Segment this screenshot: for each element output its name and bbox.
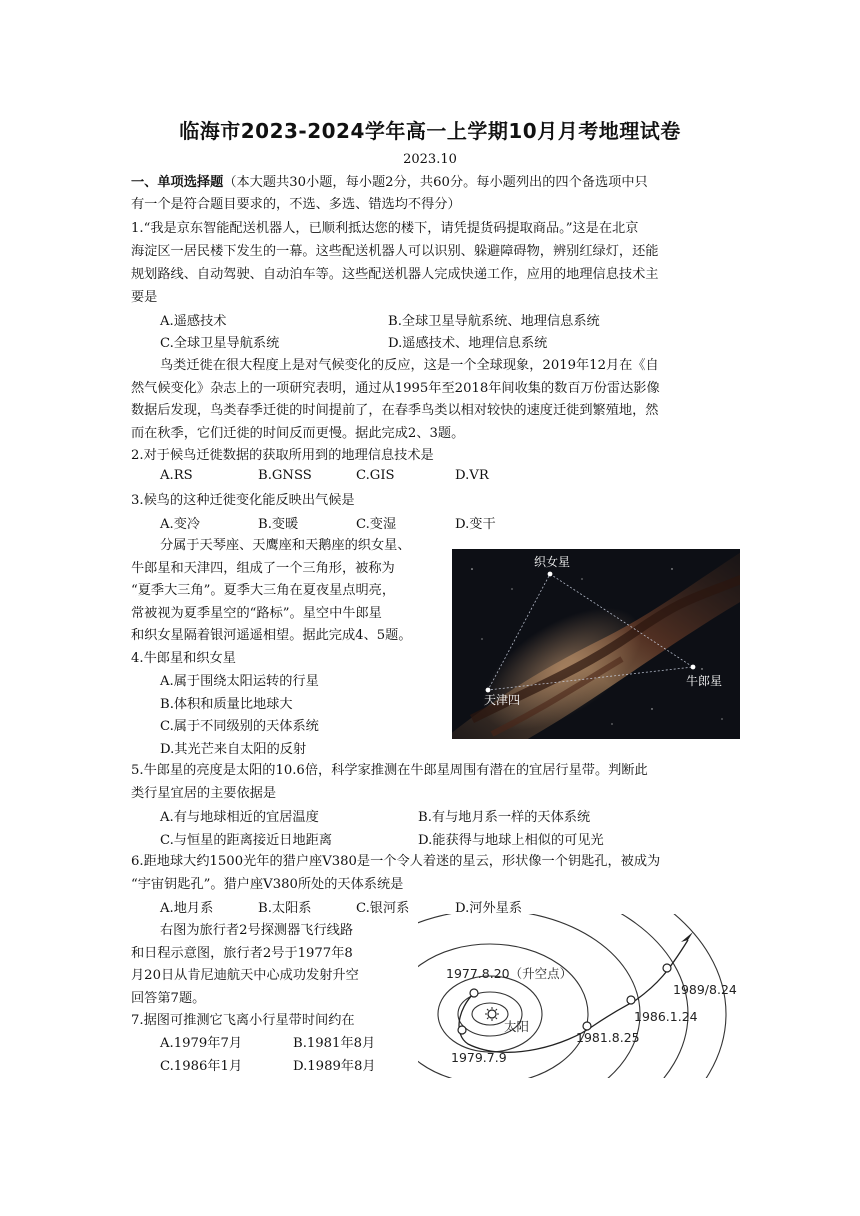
q3-option-a: A.变冷 [160,517,201,532]
q5-option-c: C.与恒星的距离接近日地距离 [160,833,333,848]
section-header [131,172,648,195]
launch-label: 1977.8.20（升空点） [446,966,573,981]
q3-option-b: B.变暖 [258,517,299,532]
q6-option-d: D.河外星系 [455,901,523,916]
passage-stars-line-1: 分属于天琴座、天鹰座和天鹅座的织女星、 [160,538,411,553]
q1-line-1: 1.“我是京东智能配送机器人，已顺利抵达您的楼下，请凭提货码提取商品。”这是在北京 [131,221,639,236]
label-1979: 1979.7.9 [451,1050,507,1065]
q7-stem: 7.据图可推测它飞离小行星带时间约在 [131,1013,355,1028]
exam-date: 2023.10 [403,152,457,167]
q7-option-c: C.1986年1月 [160,1059,243,1074]
page-title: 临海市2023-2024学年高一上学期10月月考地理试卷 [179,119,681,143]
q7-option-a: A.1979年7月 [160,1036,243,1051]
passage-stars-line-3: “夏季大三角”。夏季大三角在夏夜星点明亮， [131,583,396,598]
q2-option-d: D.VR [455,468,489,483]
q1-option-a: A.遥感技术 [160,314,227,329]
passage-birds-line-4: 而在秋季，它们迁徙的时间反而更慢。据此完成2、3题。 [131,426,465,441]
q4-stem: 4.牛郎星和织女星 [131,651,236,666]
passage-stars-line-4: 常被视为夏季星空的“路标”。星空中牛郎星 [131,606,382,621]
passage-stars-line-2: 牛郎星和天津四，组成了一个三角形，被称为 [131,561,395,576]
orbit-3 [438,976,542,1052]
passage-birds-line-3: 数据后发现，鸟类春季迁徙的时间提前了，在春季鸟类以相对较快的速度迁徙到繁殖地，然 [131,403,659,418]
passage-voyager-line-4: 回答第7题。 [131,991,206,1006]
milky-way-image [452,549,740,739]
q5-line-1: 5.牛郎星的亮度是太阳的10.6倍，科学家推测在牛郎星周围有潜在的宜居行星带。判断此 [131,763,648,778]
q5-option-a: A.有与地球相近的宜居温度 [160,810,319,825]
q3-stem: 3.候鸟的这种迁徙变化能反映出气候是 [131,493,355,508]
altair-label: 牛郎星 [686,674,723,688]
q4-option-d: D.其光芒来自太阳的反射 [160,742,307,757]
q3-option-c: C.变湿 [356,517,397,532]
q1-option-b: B.全球卫星导航系统、地理信息系统 [388,314,600,329]
label-1989: 1989/8.24 [673,982,737,997]
q6-line-1: 6.距地球大约1500光年的猎户座V380是一个令人着迷的星云，形状像一个钥匙孔，被成为 [131,854,661,869]
q2-option-b: B.GNSS [258,468,312,483]
passage-voyager-line-3: 月20日从肯尼迪航天中心成功发射升空 [131,968,359,983]
voyager-trajectory-diagram [418,914,744,1078]
passage-birds-line-2: 然气候变化》杂志上的一项研究表明，通过从1995年至2018年间收集的数百万份雷达影像 [131,381,660,396]
sun-label: 太阳 [504,1019,530,1034]
q2-option-c: C.GIS [356,468,395,483]
passage-voyager-line-1: 右图为旅行者2号探测器飞行线路 [160,923,354,938]
deneb-label: 天津四 [484,693,521,707]
section-instructions-1: （本大题共30小题，每小题2分，共60分。每小题列出的四个备选项中只 [223,175,648,190]
q5-line-2: 类行星宜居的主要依据是 [131,786,277,801]
label-1986: 1986.1.24 [634,1009,698,1024]
section-instructions-2: 有一个是符合题目要求的，不选、多选、错选均不得分） [131,197,461,212]
q1-option-c: C.全球卫星导航系统 [160,336,280,351]
label-1981: 1981.8.25 [576,1030,640,1045]
q6-option-a: A.地月系 [160,901,214,916]
q7-option-d: D.1989年8月 [293,1059,376,1074]
q2-option-a: A.RS [160,468,193,483]
section-heading: 一、单项选择题 [131,175,224,190]
q3-option-d: D.变干 [455,517,496,532]
q5-option-d: D.能获得与地球上相似的可见光 [418,833,604,848]
q2-stem: 2.对于候鸟迁徙数据的获取所用到的地理信息技术是 [131,448,434,463]
q4-option-a: A.属于围绕太阳运转的行星 [160,674,319,689]
q6-option-b: B.太阳系 [258,901,312,916]
q1-option-d: D.遥感技术、地理信息系统 [388,336,548,351]
q6-line-2: “宇宙钥匙孔”。猎户座V380所处的天体系统是 [131,877,404,892]
passage-stars-line-5: 和织女星隔着银河遥遥相望。据此完成4、5题。 [131,628,412,643]
q4-option-b: B.体积和质量比地球大 [160,697,293,712]
q4-option-c: C.属于不同级别的天体系统 [160,719,319,734]
q1-line-3: 规划路线、自动驾驶、自动泊车等。这些配送机器人完成快递工作，应用的地理信息技术主 [131,267,659,282]
q7-option-b: B.1981年8月 [293,1036,376,1051]
orbit-1 [472,1003,508,1025]
q6-option-c: C.银河系 [356,901,410,916]
vega-label: 织女星 [534,555,571,569]
q5-option-b: B.有与地月系一样的天体系统 [418,810,591,825]
passage-voyager-line-2: 和日程示意图，旅行者2号于1977年8 [131,946,353,961]
summer-triangle-photo [452,549,740,739]
q1-line-2: 海淀区一居民楼下发生的一幕。这些配送机器人可以识别、躲避障碍物，辨别红绿灯，还能 [131,244,659,259]
passage-birds-line-1: 鸟类迁徙在很大程度上是对气候变化的反应，这是一个全球现象，2019年12月在《自 [160,358,659,373]
sun-icon [485,1007,499,1021]
q1-line-4: 要是 [131,290,158,305]
